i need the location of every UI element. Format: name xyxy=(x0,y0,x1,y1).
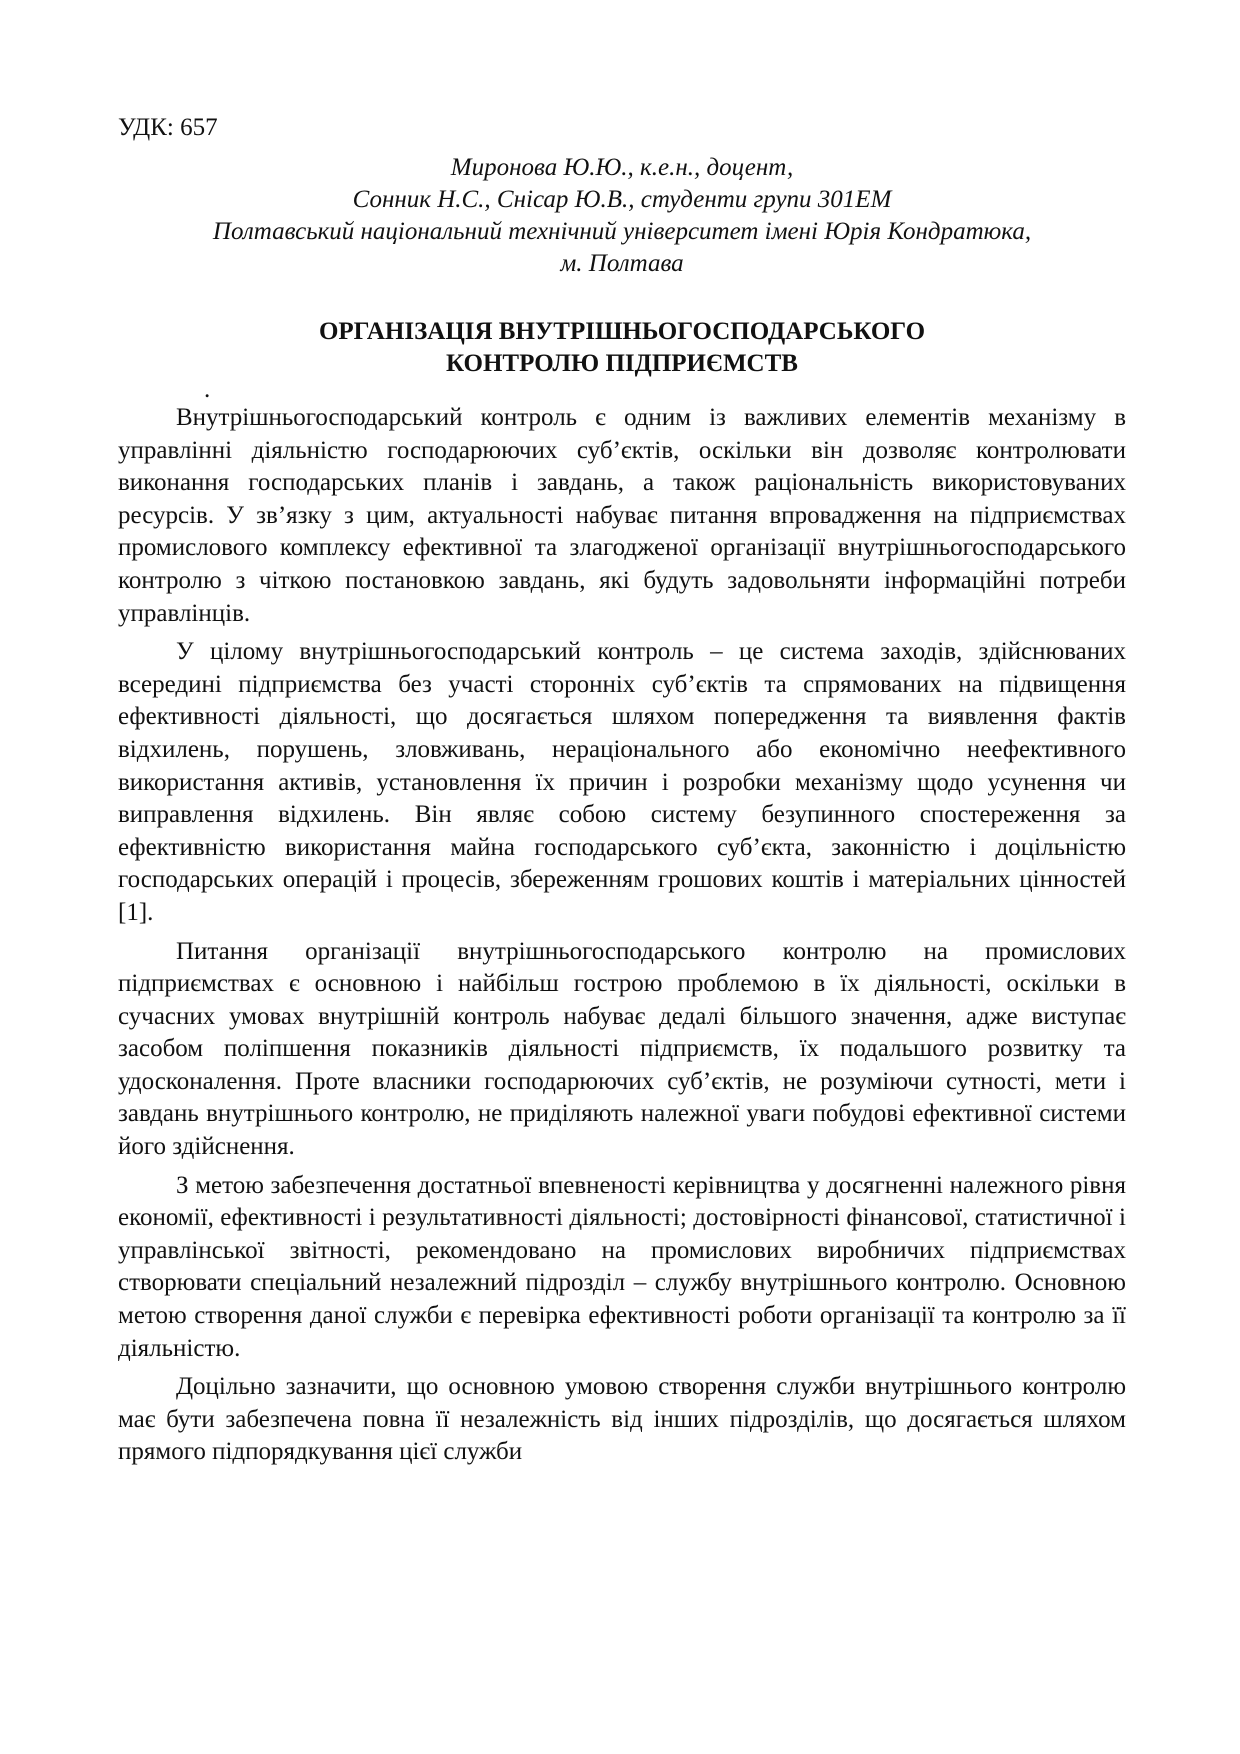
body-text xyxy=(118,402,1126,1469)
author-block xyxy=(118,152,1126,280)
paper-page xyxy=(118,112,1126,1475)
paragraph: Доцільно зазначити, що основною умовою створення служби внутрішнього контролю має бути забезпечена повна її незалежність від інших підрозділів, що досягається шляхом прямого підпорядкування цієї служби xyxy=(118,1373,1126,1466)
city-line: м. Полтава xyxy=(560,250,684,277)
paragraph: З метою забезпечення достатньої впевненості керівництва у досягненні належного рівня економії, ефективності і результативності діяльності; достовірності фінансової, статистичної і управлінської звітності, рекомендовано на промислових виробничих підприємствах створювати спеціальний незалежний підрозділ – службу внутрішнього контролю. Основною метою створення даної служби є перевірка ефективності роботи організації та контролю за її діяльністю. xyxy=(118,1171,1126,1362)
affiliation-line: Полтавський національний технічний університет імені Юрія Кондратюка, xyxy=(212,218,1032,245)
title-line: ОРГАНІЗАЦІЯ ВНУТРІШНЬОГОСПОДАРСЬКОГО xyxy=(318,318,926,345)
author-line: Миронова Ю.Ю., к.е.н., доцент, xyxy=(450,154,794,181)
paper-title xyxy=(118,316,1126,380)
title-line: КОНТРОЛЮ ПІДПРИЄМСТВ xyxy=(446,350,798,377)
author-line: Сонник Н.С., Снісар Ю.В., студенти групи 301ЕМ xyxy=(352,186,892,213)
udk-code: УДК: 657 xyxy=(118,114,218,141)
paragraph: Питання організації внутрішньогосподарського контролю на промислових підприємствах є основною і найбільш гострою проблемою в їх діяльності, оскільки в сучасних умовах внутрішній контроль набуває дедалі більшого значення, адже виступає засобом поліпшення показників діяльності підприємств, їх подальшого розвитку та удосконалення. Проте власники господарюючих суб’єктів, не розуміючи сутності, мети і завдань внутрішнього контролю, не приділяють належної уваги побудові ефективної системи його здійснення. xyxy=(118,937,1126,1161)
paragraph: У цілому внутрішньогосподарський контроль – це система заходів, здійснюваних всередині підприємства без участі сторонніх суб’єктів та спрямованих на підвищення ефективності діяльності, що досягається шляхом попередження та виявлення фактів відхилень, порушень, зловживань, нераціонального або економічно неефективного використання активів, установлення їх причин і розробки механізму щодо усунення чи виправлення відхилень. Він являє собою систему безупинного спостереження за ефективністю використання майна господарського суб’єкта, законністю і доцільністю господарських операцій і процесів, збереженням грошових коштів і матеріальних цінностей [1]. xyxy=(118,638,1126,926)
stray-dot: . xyxy=(204,376,211,403)
paragraph: Внутрішньогосподарський контроль є одним із важливих елементів механізму в управлінні діяльністю господарюючих суб’єктів, оскільки він дозволяє контролювати виконання господарських планів і завдань, а також раціональність використовуваних ресурсів. У зв’язку з цим, актуальності набуває питання впровадження на підприємствах промислового комплексу ефективної та злагодженої організації внутрішньогосподарського контролю з чіткою постановкою завдань, які будуть задовольняти інформаційні потреби управлінців. xyxy=(118,404,1126,627)
